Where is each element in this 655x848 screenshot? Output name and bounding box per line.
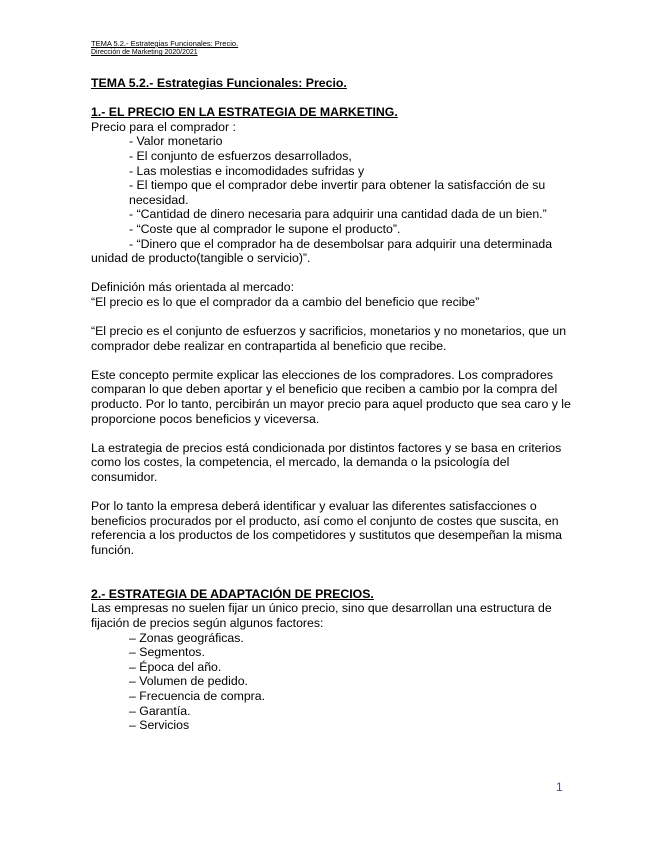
list-item: – Frecuencia de compra. <box>129 688 266 703</box>
list-item: - El conjunto de esfuerzos desarrollados, <box>129 148 352 163</box>
document-title: TEMA 5.2.- Estrategias Funcionales: Precio. <box>91 76 347 90</box>
list-item: - Valor monetario <box>129 134 223 149</box>
list-item: - Las molestias e incomodidades sufridas y <box>129 163 365 178</box>
page-number: 1 <box>556 780 563 794</box>
list-item: – Segmentos. <box>129 645 205 660</box>
header-course: Dirección de Marketing 2020/2021 <box>91 49 198 56</box>
section-1-intro: Precio para el comprador : <box>91 119 236 134</box>
list-item: - “Coste que al comprador le supone el producto”. <box>129 221 401 236</box>
document-body <box>91 76 571 733</box>
paragraph: Por lo tanto la empresa deberá identificar y evaluar las diferentes satisfacciones o beneficios procurados por el producto, así como el conjunto de costes que suscita, en referencia a los productos de los competidores y sustitutos que desempeñan la misma función. <box>91 499 562 557</box>
list-item: – Volumen de pedido. <box>129 674 248 689</box>
quote-paragraph: “El precio es el conjunto de esfuerzos y sacrificios, monetarios y no monetarios, que un comprador debe realizar en contrapartida al beneficio que recibe. <box>91 324 567 353</box>
paragraph: La estrategia de precios está condicionada por distintos factores y se basa en criterios como los costes, la competencia, el mercado, la demanda o la psicología del consumidor. <box>91 440 562 485</box>
list-item: – Servicios <box>129 718 190 733</box>
definition-quote: “El precio es lo que el comprador da a cambio del beneficio que recibe” <box>91 294 480 309</box>
list-item: – Época del año. <box>129 659 222 674</box>
list-item: – Zonas geográficas. <box>129 630 244 645</box>
definition-label: Definición más orientada al mercado: <box>91 280 295 295</box>
header-title: TEMA 5.2.- Estrategias Funcionales: Precio. <box>91 39 239 48</box>
list-item: – Garantía. <box>129 703 191 718</box>
page-header <box>91 39 238 57</box>
list-item: - “Dinero que el comprador ha de desembolsar para adquirir una determinada unidad de producto(tangible o servicio)”. <box>91 236 553 266</box>
paragraph: Este concepto permite explicar las elecciones de los compradores. Los compradores comparan lo que deben aportar y el beneficio que reciben a cambio por la compra del producto. Por lo tanto, percibirán un mayor precio para aquel producto que sea caro y le proporcione pocos beneficios y viceversa. <box>91 367 571 426</box>
list-item: - El tiempo que el comprador debe invertir para obtener la satisfacción de su necesidad. <box>129 178 546 207</box>
section-2-intro: Las empresas no suelen fijar un único precio, sino que desarrollan una estructura de fijación de precios según algunos factores: <box>91 601 552 630</box>
section-2-heading: 2.- ESTRATEGIA DE ADAPTACIÓN DE PRECIOS. <box>91 586 374 601</box>
section-1-heading: 1.- EL PRECIO EN LA ESTRATEGIA DE MARKETING. <box>91 105 398 120</box>
list-item: - “Cantidad de dinero necesaria para adquirir una cantidad dada de un bien.” <box>129 207 547 222</box>
